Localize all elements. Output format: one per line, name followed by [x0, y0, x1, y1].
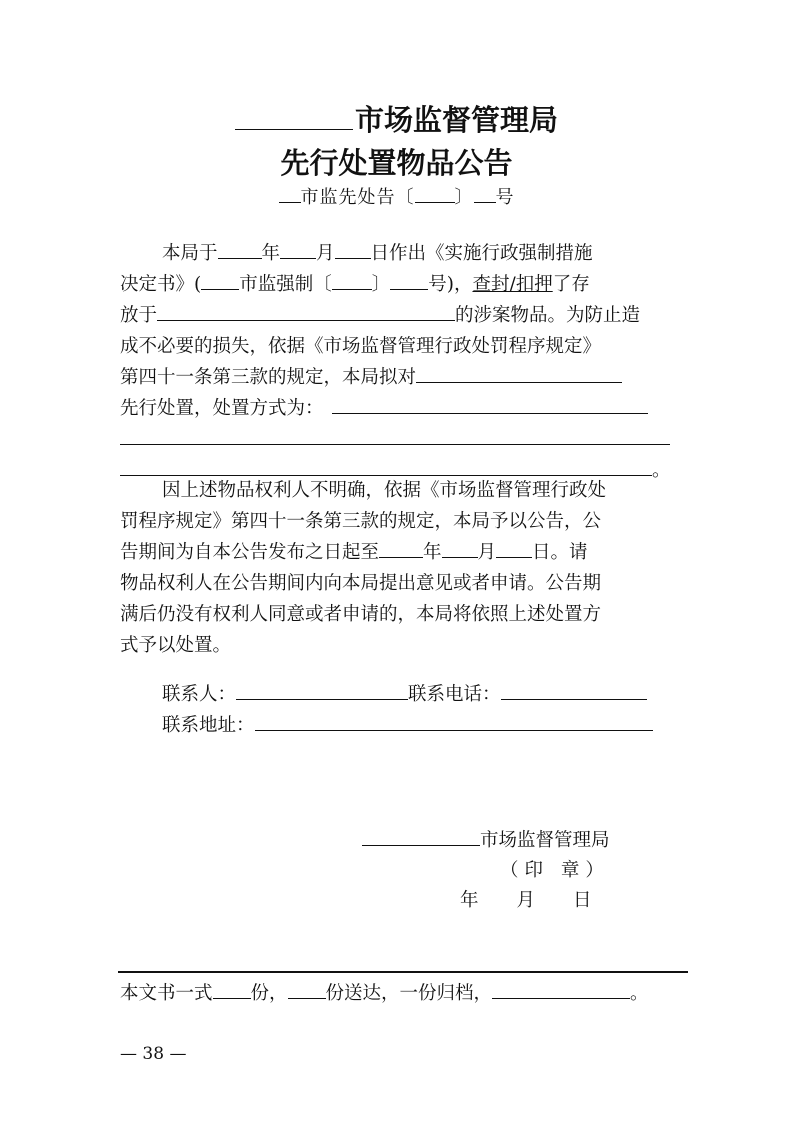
p2-line-1 — [120, 475, 672, 506]
enforcement-no-blank[interactable] — [390, 271, 428, 291]
page-number: — 38 — — [120, 1044, 187, 1064]
doc-no-city-blank[interactable] — [279, 184, 301, 203]
disposal-method-blank-2[interactable] — [120, 426, 670, 446]
p1-line-6 — [120, 393, 672, 424]
deadline-month-blank[interactable] — [442, 539, 478, 559]
p2-line-6: 式予以处置。 — [120, 635, 232, 656]
enforcement-year-blank[interactable] — [332, 271, 372, 291]
contact-line-2 — [120, 710, 672, 741]
footer-copies — [120, 978, 680, 1009]
p1-line-7 — [120, 424, 672, 455]
p2-line-5: 满后仍没有权利人同意或者申请的，本局将依照上述处置方 — [120, 604, 602, 625]
signature-agency-blank[interactable] — [362, 827, 480, 847]
doc-no-bracket: 〕 — [454, 187, 474, 208]
disposal-method-blank-3[interactable] — [120, 457, 652, 477]
p2-line-2: 罚程序规定》第四十一条第三款的规定，本局予以公告，公 — [120, 511, 602, 532]
text: 的涉案物品。为防止造 — [455, 305, 641, 326]
seal-label: （印 章） — [500, 860, 610, 881]
storage-location-blank[interactable] — [157, 302, 455, 322]
copies-delivered-blank[interactable] — [288, 980, 326, 1000]
text: 份， — [250, 983, 288, 1004]
decision-year-blank[interactable] — [218, 240, 262, 260]
text: 年 — [261, 243, 281, 264]
text: 号)， — [428, 274, 473, 295]
text: 放于 — [120, 305, 158, 326]
contact-address-blank[interactable] — [255, 712, 653, 732]
signature-year: 年 — [460, 890, 479, 911]
p1-line-5 — [120, 362, 672, 393]
contact-address-label: 联系地址： — [162, 715, 255, 736]
text: 市监强制〔 — [239, 274, 332, 295]
text: 年 — [423, 542, 442, 563]
seize-option[interactable]: 查封/扣押 — [472, 274, 553, 295]
signature-agency-suffix: 市场监督管理局 — [480, 830, 610, 851]
contact-line-1 — [120, 679, 672, 710]
text: 。 — [652, 460, 671, 481]
text: 决定书》( — [120, 274, 202, 295]
doc-no-suffix: 号 — [495, 187, 515, 208]
enforcement-city-blank[interactable] — [201, 271, 239, 291]
document-number — [0, 184, 793, 211]
signature-agency — [362, 826, 610, 855]
text: 月 — [316, 243, 335, 264]
p1-line-1 — [120, 238, 672, 269]
contact-person-blank[interactable] — [236, 681, 408, 701]
deadline-year-blank[interactable] — [379, 539, 423, 559]
text: 份送达，一份归档， — [325, 983, 493, 1004]
text: 因上述物品权利人不明确，依据《市场监督管理行政处 — [162, 480, 607, 501]
p2-line-3 — [120, 537, 672, 568]
archive-blank[interactable] — [492, 980, 630, 1000]
text: 了存 — [552, 274, 590, 295]
p1-line-3 — [120, 300, 672, 331]
signature-date — [460, 886, 592, 915]
doc-no-year-blank[interactable] — [415, 184, 455, 203]
agency-suffix: 市场监督管理局 — [354, 103, 558, 137]
text: 月 — [477, 542, 497, 563]
text: 〕 — [371, 274, 391, 295]
paragraph-announcement — [120, 475, 672, 661]
copies-total-blank[interactable] — [213, 980, 251, 1000]
disposal-method-blank[interactable] — [332, 395, 648, 415]
text: 本局于 — [162, 243, 218, 264]
document-title: 先行处置物品公告 — [280, 146, 513, 180]
decision-day-blank[interactable] — [335, 240, 371, 260]
text: 第四十一条第三款的规定，本局拟对 — [120, 367, 417, 388]
text: 本文书一式 — [120, 983, 213, 1004]
deadline-day-blank[interactable] — [496, 539, 532, 559]
text: 。 — [630, 983, 649, 1004]
p2-line-4: 物品权利人在公告期间内向本局提出意见或者申请。公告期 — [120, 573, 602, 594]
signature-month: 月 — [516, 890, 536, 911]
p1-line-4: 成不必要的损失，依据《市场监督管理行政处罚程序规定》 — [120, 336, 602, 357]
text: 先行处置，处置方式为： — [120, 398, 324, 419]
contact-person-label: 联系人： — [162, 684, 237, 705]
doc-no-serial-blank[interactable] — [474, 184, 496, 203]
doc-no-prefix: 市监先处告〔 — [300, 187, 415, 208]
paragraph-decision — [120, 238, 672, 486]
goods-blank[interactable] — [416, 364, 622, 384]
footer-divider — [118, 971, 688, 973]
contact-phone-label: 联系电话： — [408, 684, 501, 705]
signature-day: 日 — [573, 890, 592, 911]
contact-block — [120, 679, 672, 741]
text: 日作出《实施行政强制措施 — [370, 243, 593, 264]
contact-phone-blank[interactable] — [501, 681, 647, 701]
document-title-agency — [0, 100, 793, 140]
p1-line-2 — [120, 269, 672, 300]
agency-name-blank[interactable] — [235, 103, 353, 130]
text: 告期间为自本公告发布之日起至 — [120, 542, 380, 563]
decision-month-blank[interactable] — [280, 240, 316, 260]
text: 日。请 — [532, 542, 588, 563]
